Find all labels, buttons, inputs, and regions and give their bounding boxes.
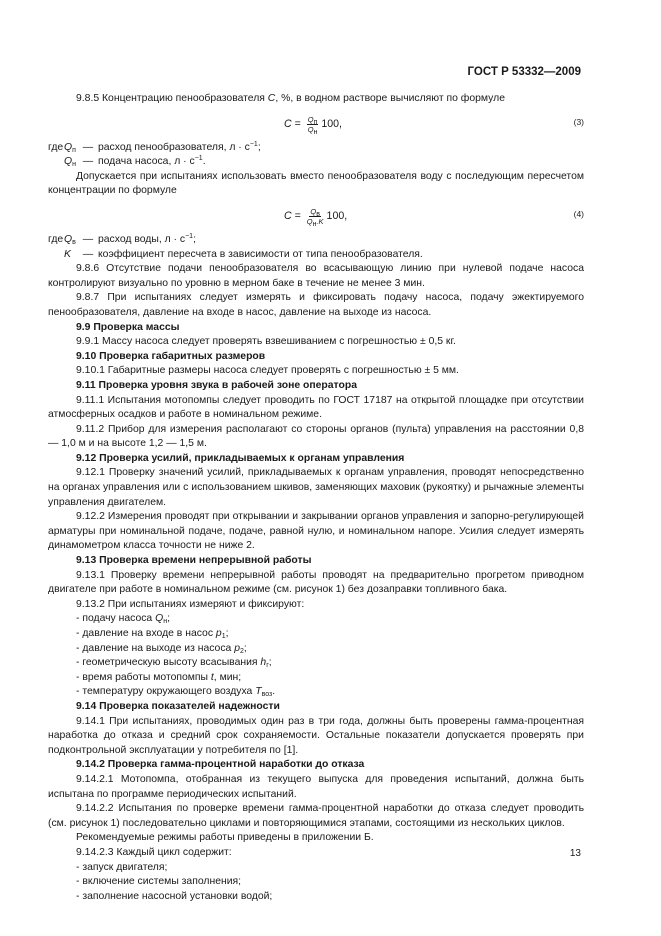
list-item: - запуск двигателя;	[76, 861, 168, 873]
list-item: - подачу насоса $Q_н$;	[76, 613, 170, 626]
heading-9-12: 9.12 Проверка усилий, прикладываемых к органам управления	[76, 452, 405, 464]
formula-number: (4)	[573, 208, 584, 219]
page-number: 13	[569, 848, 581, 859]
paragraph-9-13-1: 9.13.1 Проверку времени непрерывной работы проводят на предварительно прогретом приводном двигателе при работе в номинальном режиме (см. рисунок 1) без дозаправки топливного бака.	[48, 569, 584, 596]
paragraph-recommended: Рекомендуемые режимы работы приведены в приложении Б.	[76, 832, 374, 844]
document-body	[48, 92, 584, 904]
paragraph-9-12-2: 9.12.2 Измерения проводят при открывании и закрывании органов управления и запорно-регулирующей арматуры при номинальной подаче, подаче, равной нулю, и номинальном напоре. Усилия следует измерять динамометром класса точности не ниже 2.	[48, 511, 584, 552]
list-item: - давление на входе в насос $p_1$;	[76, 628, 229, 640]
definition-row: $Q_н$ — подача насоса, $л \cdot с^{-1}$.	[64, 155, 206, 169]
list-item: - геометрическую высоту всасывания $h_г$;	[76, 657, 272, 670]
list-item: - включение системы заполнения;	[76, 876, 242, 888]
definition-row: где $Q_п$ — расход пенообразователя, $л \cdot с^{-1}$;	[48, 140, 261, 154]
heading-9-10: 9.10 Проверка габаритных размеров	[76, 350, 266, 362]
list-item: - время работы мотопомпы t, мин;	[76, 671, 242, 683]
where-list-1	[48, 141, 584, 170]
list-item: - заполнение насосной установки водой;	[76, 890, 273, 902]
paragraph-9-14-1: 9.14.1 При испытаниях, проводимых один раз в три года, должны быть проверены гамма-процентная наработка до отказа и средний срок сохраняемости. Остальные показатели допускается проверять при подконтрольной эксплуатации у потребителя по [1].	[48, 715, 584, 756]
measured-list	[48, 612, 584, 700]
page-header: ГОСТ Р 53332—2009	[467, 66, 581, 78]
formula-number: (3)	[573, 116, 584, 127]
heading-9-13: 9.13 Проверка времени непрерывной работы	[76, 555, 312, 567]
paragraph-9-12-1: 9.12.1 Проверку значений усилий, прикладываемых к органам управления, проводят непосредственно на органах управления или с использованием шкивов, заменяющих маховик (рукоятку) и рычажные элементы управления двигателем.	[48, 467, 584, 508]
list-item: - температуру окружающего воздуха $T_{воз}$.	[76, 686, 276, 699]
formula-3: C = $\frac{Q_п}{Q_н}$ 100, (3)	[284, 114, 584, 136]
paragraph-9-11-1: 9.11.1 Испытания мотопомпы следует проводить по ГОСТ 17187 на открытой площадке при отсутствии атмосферных осадков и работе в номинальном режиме.	[48, 394, 584, 421]
paragraph-9-8-7: 9.8.7 При испытаниях следует измерять и фиксировать подачу насоса, подачу эжектируемого пенообразователя, давление на входе в насос, давление на выходе из насоса.	[48, 292, 584, 318]
fraction: $\frac{Q_п}{Q_н}$	[307, 114, 318, 136]
heading-9-14-2: 9.14.2 Проверка гамма-процентной наработки до отказа	[76, 759, 365, 771]
heading-9-9: 9.9 Проверка массы	[76, 321, 180, 333]
definition-row: K — коэффициент пересчета в зависимости от типа пенообразователя.	[64, 248, 423, 260]
heading-9-11: 9.11 Проверка уровня звука в рабочей зоне оператора	[76, 379, 357, 391]
paragraph-allowed: Допускается при испытаниях использовать вместо пенообразователя воду с последующим пересчетом концентрации по формуле	[48, 170, 584, 197]
list-item: - давление на выходе из насоса $p_2$;	[76, 642, 247, 655]
paragraph-9-11-2: 9.11.2 Прибор для измерения располагают со стороны органов (пульта) управления на расстоянии 0,8 — 1,0 м и на высоте 1,2 — 1,5 м.	[48, 423, 584, 450]
paragraph-9-8-6: 9.8.6 Отсутствие подачи пенообразователя во всасывающую линию при нулевой подаче насоса контролируют визуально по уровню в мерном баке в течение не менее 3 мин.	[48, 263, 584, 289]
paragraph-9-9-1: 9.9.1 Массу насоса следует проверять взвешиванием с погрешностью ± 0,5 кг.	[76, 336, 456, 348]
definition-row: где $Q_в$ — расход воды, $л \cdot с^{-1}$;	[48, 232, 196, 246]
paragraph-9-14-2-3: 9.14.2.3 Каждый цикл содержит:	[76, 846, 232, 858]
paragraph-9-14-2-1: 9.14.2.1 Мотопомпа, отобранная из текущего выпуска для проведения испытаний, должна быть испытана по программе периодических испытаний.	[48, 773, 584, 800]
where-list-2	[48, 233, 584, 262]
paragraph-9-8-5: 9.8.5 Концентрацию пенообразователя C, %, в водном растворе вычисляют по формуле	[76, 93, 505, 104]
paragraph-9-14-2-2: 9.14.2.2 Испытания по проверке времени гамма-процентной наработки до отказа следует проводить (см. рисунок 1) последовательно циклами и повторяющимися этапами, состоящими из нескольких циклов.	[48, 803, 584, 829]
fraction: $\frac{Q_в}{Q_н.K}$	[306, 206, 324, 228]
formula-4: C = $\frac{Q_в}{Q_н.K}$ 100, (4)	[284, 206, 584, 228]
heading-9-14: 9.14 Проверка показателей надежности	[76, 700, 280, 712]
paragraph-9-13-2: 9.13.2 При испытаниях измеряют и фиксируют:	[76, 598, 305, 610]
cycle-list	[48, 861, 584, 905]
paragraph-9-10-1: 9.10.1 Габаритные размеры насоса следует проверять с погрешностью ± 5 мм.	[76, 365, 459, 377]
